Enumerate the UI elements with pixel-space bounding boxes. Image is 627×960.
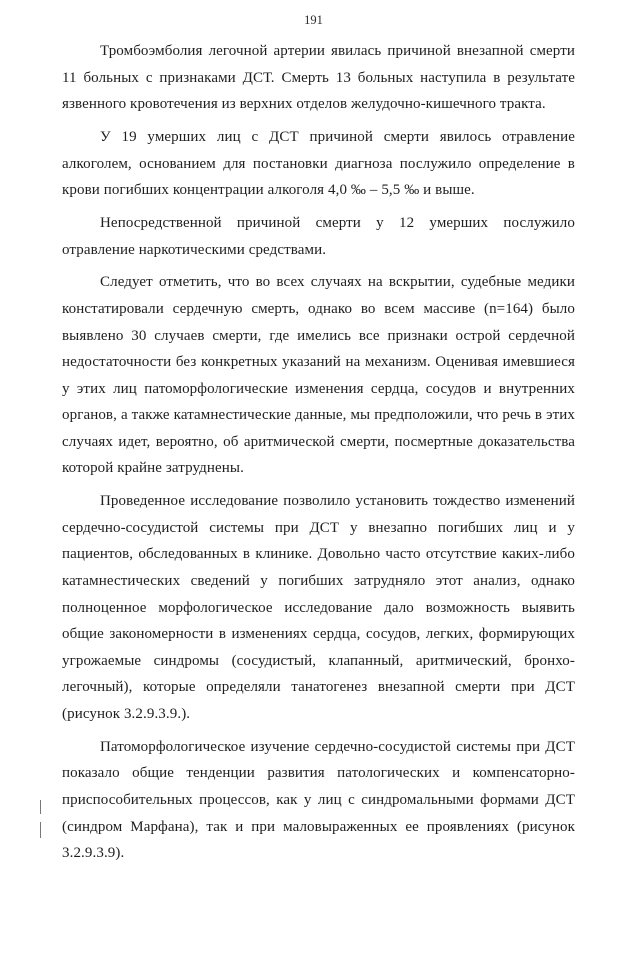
- body-text: [62, 38, 575, 867]
- paragraph-alcohol-poisoning: У 19 умерших лиц с ДСТ причиной смерти явилось отравление алкоголем, основанием для постановки диагноза послужило определение в крови погибших концентрации алкоголя 4,0 ‰ – 5,5 ‰ и выше.: [62, 128, 575, 199]
- page-number: 191: [304, 13, 323, 27]
- paragraph-pathomorphology: Патоморфологическое изучение сердечно-сосудистой системы при ДСТ показало общие тенденции развития патологических и компенсаторно-приспособительных процессов, как у лиц с синдромальными формами ДСТ (синдром Марфана), так и при маловыраженных ее проявлениях (рисунок 3.2.9.3.9).: [62, 738, 575, 862]
- margin-scan-mark: [40, 800, 41, 814]
- margin-scan-mark: [40, 822, 41, 838]
- paragraph-study-findings: Проведенное исследование позволило установить тождество изменений сердечно-сосудистой системы при ДСТ у внезапно погибших лиц и у пациентов, обследованных в клинике. Довольно часто отсутствие каких-либо катамнестических сведений у погибших затрудняло этот анализ, однако полноценное морфологическое исследование дало возможность выявить общие закономерности в изменениях сердца, сосудов, легких, формирующих угрожаемые синдромы (сосудистый, клапанный, аритмический, бронхо-легочный), которые определяли танатогенез внезапной смерти при ДСТ (рисунок 3.2.9.3.9.).: [62, 493, 575, 722]
- paragraph-arrhythmic-death: Следует отметить, что во всех случаях на вскрытии, судебные медики констатировали сердечную смерть, однако во всем массиве (n=164) было выявлено 30 случаев смерти, где имелись все признаки острой сердечной недостаточности без конкретных указаний на механизм. Оценивая имевшиеся у этих лиц патоморфологические изменения сердца, сосудов и внутренних органов, а также катамнестические данные, мы предположили, что речь в этих случаях идет, вероятно, об аритмической смерти, посмертные доказательства которой крайне затруднены.: [62, 274, 575, 477]
- paragraph-pulmonary-embolism: Тромбоэмболия легочной артерии явилась причиной внезапной смерти 11 больных с признаками ДСТ. Смерть 13 больных наступила в результате язвенного кровотечения из верхних отделов желудочно-кишечного тракта.: [62, 43, 575, 113]
- paragraph-narcotic-poisoning: Непосредственной причиной смерти у 12 умерших послужило отравление наркотическими средствами.: [62, 214, 575, 258]
